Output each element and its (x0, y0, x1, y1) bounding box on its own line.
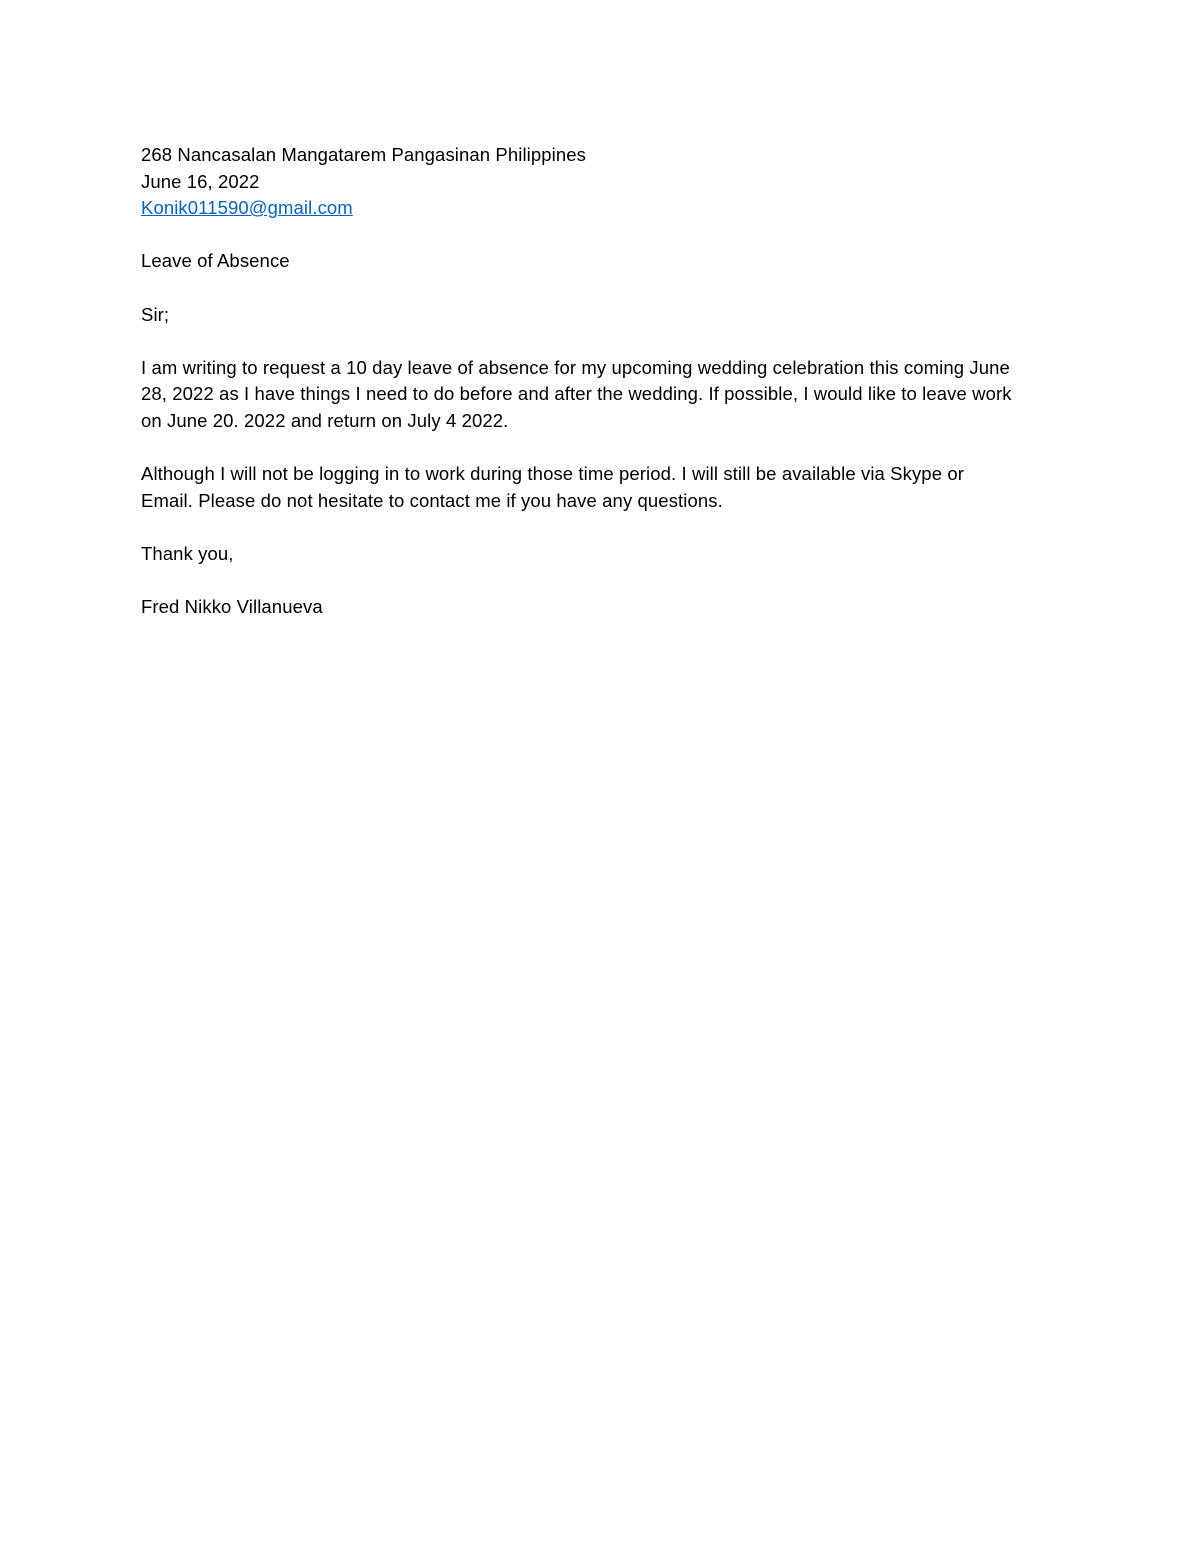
salutation-block (141, 302, 1071, 329)
body-paragraph-2 (141, 461, 1071, 514)
paragraph-1-line-3: on June 20. 2022 and return on July 4 2022. (141, 409, 509, 431)
paragraph-1-line-1: I am writing to request a 10 day leave of absence for my upcoming wedding celebration this coming June (141, 356, 1010, 378)
paragraph-2-line-1: Although I will not be logging in to work during those time period. I will still be available via Skype or (141, 463, 964, 485)
subject-line (141, 248, 1071, 275)
paragraph-2-line-2: Email. Please do not hesitate to contact me if you have any questions. (141, 489, 723, 511)
sender-address: 268 Nancasalan Mangatarem Pangasinan Philippines (141, 144, 586, 165)
signature-block (141, 594, 1071, 621)
letter-signature: Fred Nikko Villanueva (141, 596, 323, 618)
letter-subject: Leave of Absence (141, 250, 290, 272)
body-paragraph-1 (141, 355, 1071, 435)
letter-date: June 16, 2022 (141, 170, 260, 192)
letter-salutation: Sir; (141, 303, 170, 325)
closing-block (141, 541, 1071, 568)
sender-block (141, 142, 1071, 222)
email-line (141, 195, 1071, 222)
sender-email-link[interactable]: Konik011590@gmail.com (141, 197, 353, 219)
letter-closing: Thank you, (141, 542, 234, 564)
paragraph-1-line-2: 28, 2022 as I have things I need to do before and after the wedding. If possible, I would like to leave work (141, 383, 1012, 405)
letter-body (141, 142, 1071, 621)
